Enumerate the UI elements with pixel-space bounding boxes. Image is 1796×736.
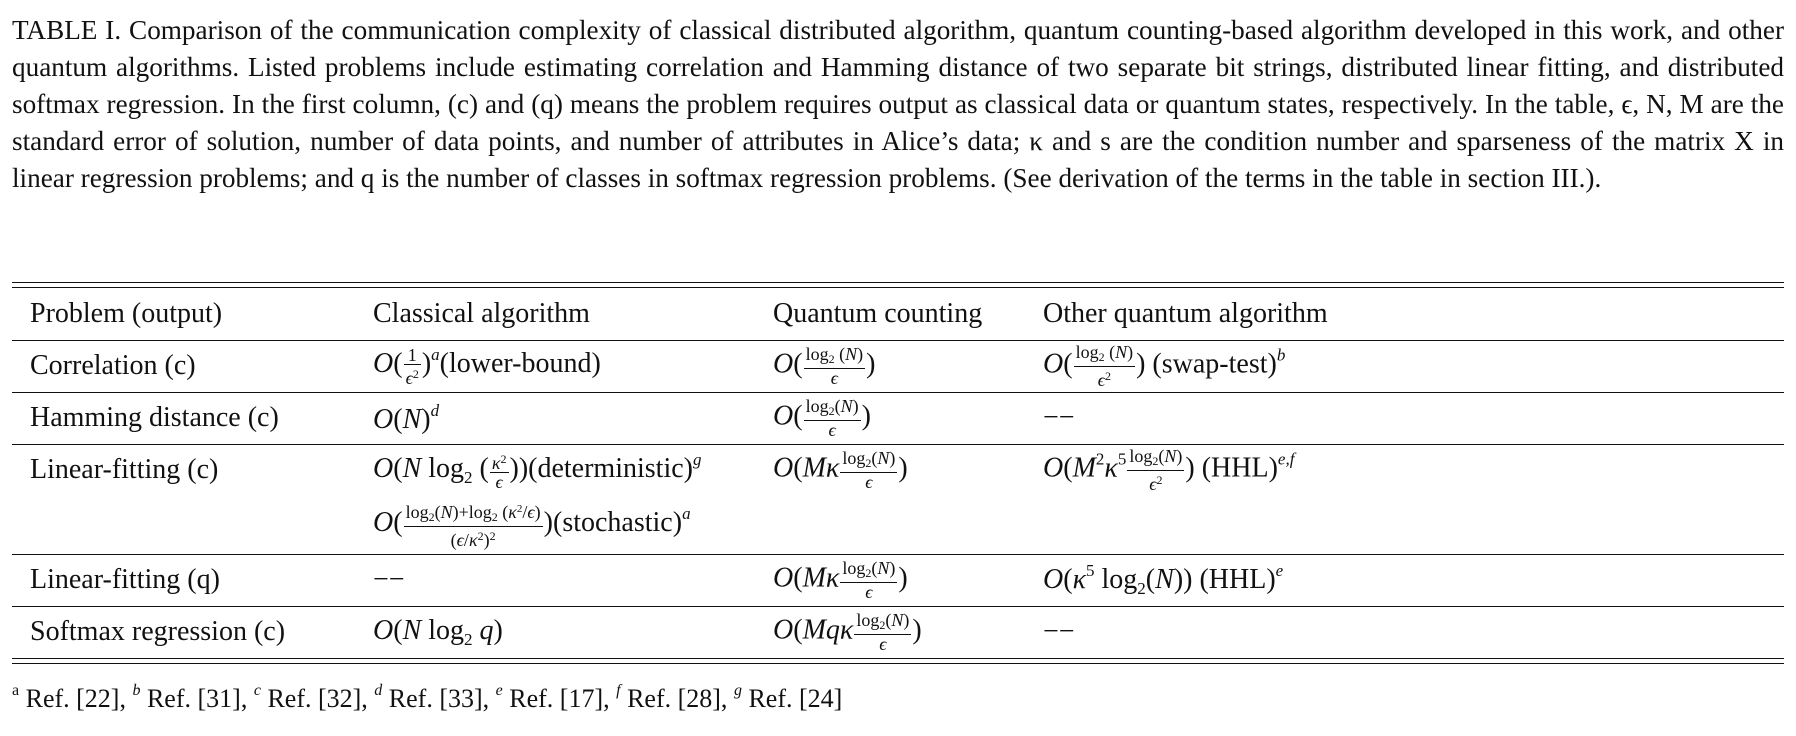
- cell-problem: Correlation (c): [12, 340, 355, 392]
- cell-quantum-counting: O(Mκ $\frac{\log_2(N)}{\epsilon}$ ): [773, 448, 908, 493]
- cell-quantum-counting: O( $\frac{\log_2(N)}{\epsilon}$ ): [755, 392, 1025, 444]
- cell-empty: [1025, 496, 1784, 554]
- table-footnotes: $^a$ Ref. [22], $^b$ Ref. [31], $^c$ Ref. [32], $^d$ Ref. [33], $^e$ Ref. [17], $^f$ Ref. [28], $^g$ Ref. [24]: [12, 682, 843, 713]
- cell-classical: −−: [355, 554, 755, 606]
- cell-problem: Hamming distance (c): [12, 392, 355, 444]
- table-row: [12, 444, 1784, 496]
- cell-problem: Softmax regression (c): [30, 616, 286, 648]
- cell-quantum-counting: O( $\frac{\log_2 (N)}{\epsilon}$ ): [755, 340, 1025, 392]
- comparison-table: [12, 282, 1784, 664]
- header-row: [12, 288, 1784, 340]
- table-row: [12, 606, 1784, 658]
- header-classical: Classical algorithm: [355, 288, 755, 340]
- cell-classical: O(N $\log_2$ ( $\frac{\kappa^2}{\epsilon}$ ))(deterministic)$^g$: [373, 449, 702, 492]
- cell-problem: Linear-fitting (q): [12, 554, 355, 606]
- cell-empty: [12, 496, 355, 554]
- bottom-double-rule: [12, 658, 1784, 664]
- cell-classical: $O(N)^d$: [355, 392, 755, 444]
- header-other-quantum: Other quantum algorithm: [1025, 288, 1784, 340]
- cell-classical-stochastic: O( $\frac{\log_2(N)+\log_2 (\kappa^2/\epsilon)}{(\epsilon/\kappa^2)^2}$ )(stochastic)$^a$: [355, 496, 755, 554]
- cell-other-quantum: $O(\kappa^5$ $\log_2(N)$) (HHL)$^e$: [1025, 554, 1784, 606]
- cell-other-quantum: −−: [1043, 616, 1075, 648]
- cell-other-quantum: $O(M^2\kappa^5$ $\frac{\log_2(N)}{\epsilon^2}$ ) (HHL)$^{e,f}$: [1043, 446, 1295, 495]
- table-caption: TABLE I. Comparison of the communication complexity of classical distributed algorithm, quantum counting-based algorithm developed in this work, and other quantum algorithms. Listed problems include estimating correlation and Hamming distance of two separate bit strings, distributed linear fitting, and distributed softmax regression. In the first column, (c) and (q) means the problem requires output as classical data or quantum states, respectively. In the table, ϵ, N, M are the standard error of solution, number of data points, and number of attributes in Alice’s data; κ and s are the condition number and sparseness of the matrix X in linear regression problems; and q is the number of classes in softmax regression problems. (See derivation of the terms in the table in section III.).: [12, 15, 1784, 193]
- table-row: [12, 392, 1784, 444]
- table-row: [12, 554, 1784, 606]
- cell-empty: [755, 496, 1025, 554]
- cell-classical: O(N $\log_2 q$): [373, 614, 503, 649]
- cell-other-quantum: O( $\frac{\log_2 (N)}{\epsilon^2}$ ) (swap-test)$^b$: [1025, 340, 1784, 392]
- header-quantum-counting: Quantum counting: [755, 288, 1025, 340]
- cell-quantum-counting: O(Mκ $\frac{\log_2(N)}{\epsilon}$ ): [755, 554, 1025, 606]
- table-row: [12, 340, 1784, 392]
- cell-quantum-counting: O(Mqκ $\frac{\log_2(N)}{\epsilon}$ ): [773, 610, 922, 655]
- cell-other-quantum: −−: [1025, 392, 1784, 444]
- cell-problem: Linear-fitting (c): [30, 454, 219, 486]
- table-row-continuation: [12, 496, 1784, 554]
- cell-classical: O( $\frac{1}{\epsilon^2}$ )$^a$(lower-bound): [355, 340, 755, 392]
- header-problem: Problem (output): [12, 288, 355, 340]
